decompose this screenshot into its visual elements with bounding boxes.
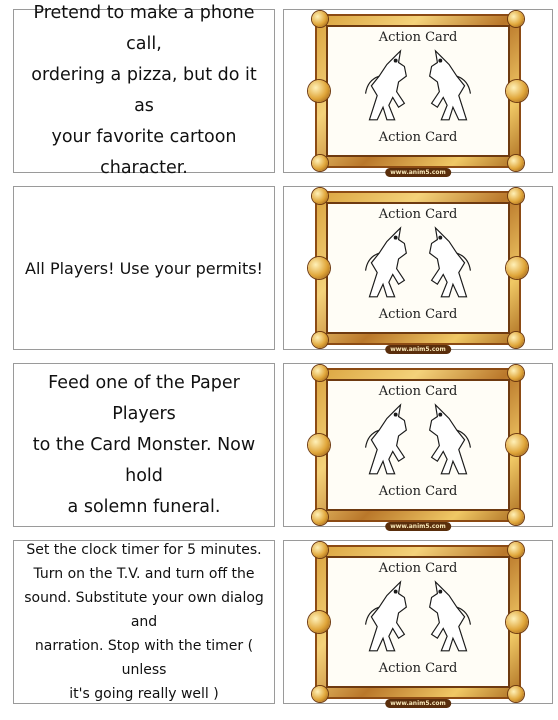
frame-panel	[326, 556, 510, 688]
card-bottom-label: Action Card	[378, 484, 458, 499]
prompt-text	[22, 0, 266, 184]
prompt-line: character.	[100, 158, 188, 178]
medallion-icon	[312, 188, 328, 204]
site-tag: www.anim5.com	[385, 345, 451, 354]
prompt-text	[22, 368, 266, 523]
action-card-art-1	[283, 9, 553, 176]
medallion-icon	[508, 509, 524, 525]
prompt-line: a solemn funeral.	[67, 496, 221, 517]
card-bottom-label: Action Card	[378, 307, 458, 322]
medallion-icon	[312, 155, 328, 171]
prompt-line: ordering a pizza, but do it as	[31, 65, 257, 116]
prompt-line: Set the clock timer for 5 minutes.	[26, 542, 262, 558]
medallion-icon	[508, 542, 524, 558]
medallion-icon	[506, 80, 528, 102]
prompt-line: All Players! Use your permits!	[25, 258, 263, 278]
medallion-icon	[508, 365, 524, 381]
prompt-line: it's going really well )	[69, 686, 219, 702]
prompt-card-2	[13, 186, 275, 350]
prompt-card-4	[13, 540, 275, 704]
medallion-icon	[312, 11, 328, 27]
prompt-card-1	[13, 3, 275, 178]
medallion-icon	[308, 434, 330, 456]
medallion-icon	[312, 686, 328, 702]
medallion-icon	[308, 611, 330, 633]
medallion-icon	[308, 257, 330, 279]
medallion-icon	[312, 365, 328, 381]
ornate-frame	[315, 368, 521, 530]
rampant-unicorns-icon	[350, 401, 486, 479]
ornate-frame	[315, 14, 521, 176]
action-card-art-4	[283, 540, 553, 707]
action-card-art-3	[283, 363, 553, 530]
prompt-line: Feed one of the Paper Players	[48, 372, 240, 424]
rampant-unicorns-icon	[350, 47, 486, 125]
medallion-icon	[506, 611, 528, 633]
prompt-line: narration. Stop with the timer ( unless	[34, 638, 254, 678]
prompt-text	[25, 253, 263, 284]
site-tag: www.anim5.com	[385, 522, 451, 531]
medallion-icon	[312, 509, 328, 525]
medallion-icon	[508, 332, 524, 348]
rampant-unicorns-icon	[350, 224, 486, 302]
card-top-label: Action Card	[378, 30, 458, 45]
medallion-icon	[508, 155, 524, 171]
card-top-label: Action Card	[378, 561, 458, 576]
prompt-line: your favorite cartoon	[51, 127, 237, 147]
prompt-line: Turn on the T.V. and turn off the	[33, 566, 255, 582]
ornate-frame	[315, 191, 521, 353]
prompt-line: Pretend to make a phone call,	[33, 3, 255, 54]
frame-panel	[326, 25, 510, 157]
prompt-card-3	[13, 363, 275, 527]
site-tag: www.anim5.com	[385, 168, 451, 177]
card-bottom-label: Action Card	[378, 130, 458, 145]
medallion-icon	[312, 542, 328, 558]
medallion-icon	[508, 686, 524, 702]
medallion-icon	[506, 434, 528, 456]
medallion-icon	[508, 11, 524, 27]
medallion-icon	[506, 257, 528, 279]
ornate-frame	[315, 545, 521, 707]
medallion-icon	[308, 80, 330, 102]
site-tag: www.anim5.com	[385, 699, 451, 708]
frame-panel	[326, 202, 510, 334]
medallion-icon	[312, 332, 328, 348]
card-top-label: Action Card	[378, 207, 458, 222]
frame-panel	[326, 379, 510, 511]
card-top-label: Action Card	[378, 384, 458, 399]
prompt-text	[22, 538, 266, 706]
rampant-unicorns-icon	[350, 578, 486, 656]
card-bottom-label: Action Card	[378, 661, 458, 676]
medallion-icon	[508, 188, 524, 204]
prompt-line: to the Card Monster. Now hold	[32, 434, 256, 486]
prompt-line: sound. Substitute your own dialog and	[24, 590, 264, 630]
action-card-art-2	[283, 186, 553, 353]
